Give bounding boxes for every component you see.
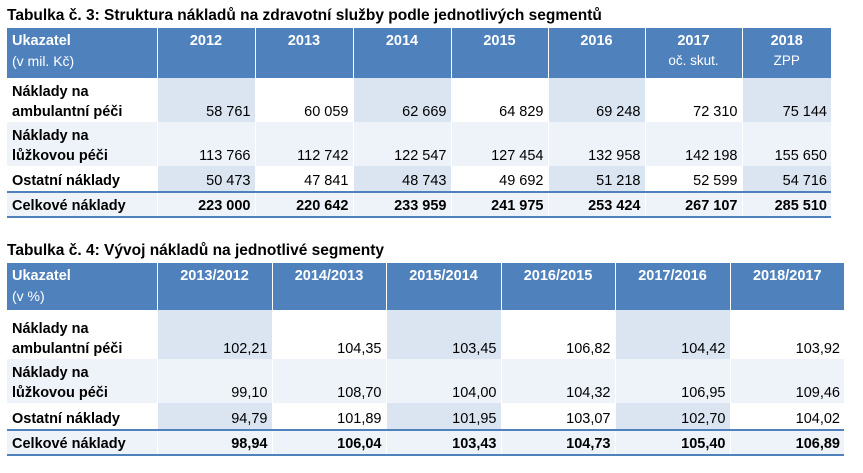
table-cell: 75 144 [742,78,831,122]
table4-col-2017-2016: 2017/2016 [615,263,730,310]
row-label: Celkové náklady [7,430,157,455]
row-label: Ostatní náklady [7,166,157,192]
table-cell: 112 742 [255,122,353,166]
row-label: Náklady na lůžkovou péči [7,122,157,166]
table-cell: 58 761 [157,78,255,122]
table-cell: 253 424 [548,192,645,217]
row-label: Náklady na ambulantní péči [7,78,157,122]
table-cell: 52 599 [645,166,742,192]
table-cell: 54 716 [742,166,831,192]
table-row [7,403,844,430]
table-cell: 94,79 [157,403,272,430]
table-cell: 106,89 [730,430,844,455]
table4-header-indicator: Ukazatel (v %) [7,263,157,310]
table3-col-2018: 2018 ZPP [742,28,831,78]
table-cell: 104,02 [730,403,844,430]
table-cell: 64 829 [451,78,548,122]
table4-col-2014-2013: 2014/2013 [272,263,386,310]
table-cell: 113 766 [157,122,255,166]
table-cell: 103,45 [386,310,501,359]
table3 [7,28,831,218]
table-cell: 106,82 [501,310,615,359]
table-cell: 101,95 [386,403,501,430]
table3-col-2016: 2016 [548,28,645,78]
table3-col-2014: 2014 [353,28,451,78]
table-cell: 285 510 [742,192,831,217]
table4-col-2018-2017: 2018/2017 [730,263,844,310]
table-cell: 51 218 [548,166,645,192]
row-label: Náklady na ambulantní péči [7,310,157,359]
table-cell: 48 743 [353,166,451,192]
table-row [7,78,831,122]
table3-header-row [7,28,831,78]
table4 [7,263,844,456]
table3-col-2012: 2012 [157,28,255,78]
table-cell: 50 473 [157,166,255,192]
table3-col-2017: 2017 oč. skut. [645,28,742,78]
table-cell: 72 310 [645,78,742,122]
table-cell: 104,35 [272,310,386,359]
table-cell: 220 642 [255,192,353,217]
table-row-total [7,192,831,217]
table-cell: 106,95 [615,359,730,403]
table-cell: 103,92 [730,310,844,359]
table-cell: 233 959 [353,192,451,217]
table-cell: 104,73 [501,430,615,455]
table-row [7,310,844,359]
table4-col-2013-2012: 2013/2012 [157,263,272,310]
table-cell: 104,00 [386,359,501,403]
row-label: Náklady na lůžkovou péči [7,359,157,403]
table-cell: 101,89 [272,403,386,430]
table-row-total [7,430,844,455]
table-cell: 104,32 [501,359,615,403]
table3-caption: Tabulka č. 3: Struktura nákladů na zdravotní služby podle jednotlivých segmentů [7,7,602,24]
table3-col-2015: 2015 [451,28,548,78]
row-label: Celkové náklady [7,192,157,217]
row-label: Ostatní náklady [7,403,157,430]
table-cell: 127 454 [451,122,548,166]
table-cell: 132 958 [548,122,645,166]
table-cell: 122 547 [353,122,451,166]
table-cell: 108,70 [272,359,386,403]
table-cell: 49 692 [451,166,548,192]
table-cell: 241 975 [451,192,548,217]
table-row [7,166,831,192]
table-cell: 60 059 [255,78,353,122]
table-cell: 102,70 [615,403,730,430]
table-cell: 104,42 [615,310,730,359]
table-cell: 69 248 [548,78,645,122]
table4-header-row [7,263,844,310]
table-cell: 109,46 [730,359,844,403]
table-cell: 103,07 [501,403,615,430]
table-cell: 105,40 [615,430,730,455]
table-cell: 223 000 [157,192,255,217]
table-cell: 106,04 [272,430,386,455]
table-cell: 155 650 [742,122,831,166]
table-row [7,359,844,403]
table3-header-indicator: Ukazatel (v mil. Kč) [7,28,157,78]
table-row [7,122,831,166]
table-cell: 47 841 [255,166,353,192]
table-cell: 102,21 [157,310,272,359]
table-cell: 103,43 [386,430,501,455]
table-cell: 142 198 [645,122,742,166]
table4-caption: Tabulka č. 4: Vývoj nákladů na jednotlivé segmenty [7,242,384,259]
table3-col-2013: 2013 [255,28,353,78]
table4-col-2016-2015: 2016/2015 [501,263,615,310]
table4-col-2015-2014: 2015/2014 [386,263,501,310]
table-cell: 62 669 [353,78,451,122]
table-cell: 98,94 [157,430,272,455]
table-cell: 267 107 [645,192,742,217]
table-cell: 99,10 [157,359,272,403]
